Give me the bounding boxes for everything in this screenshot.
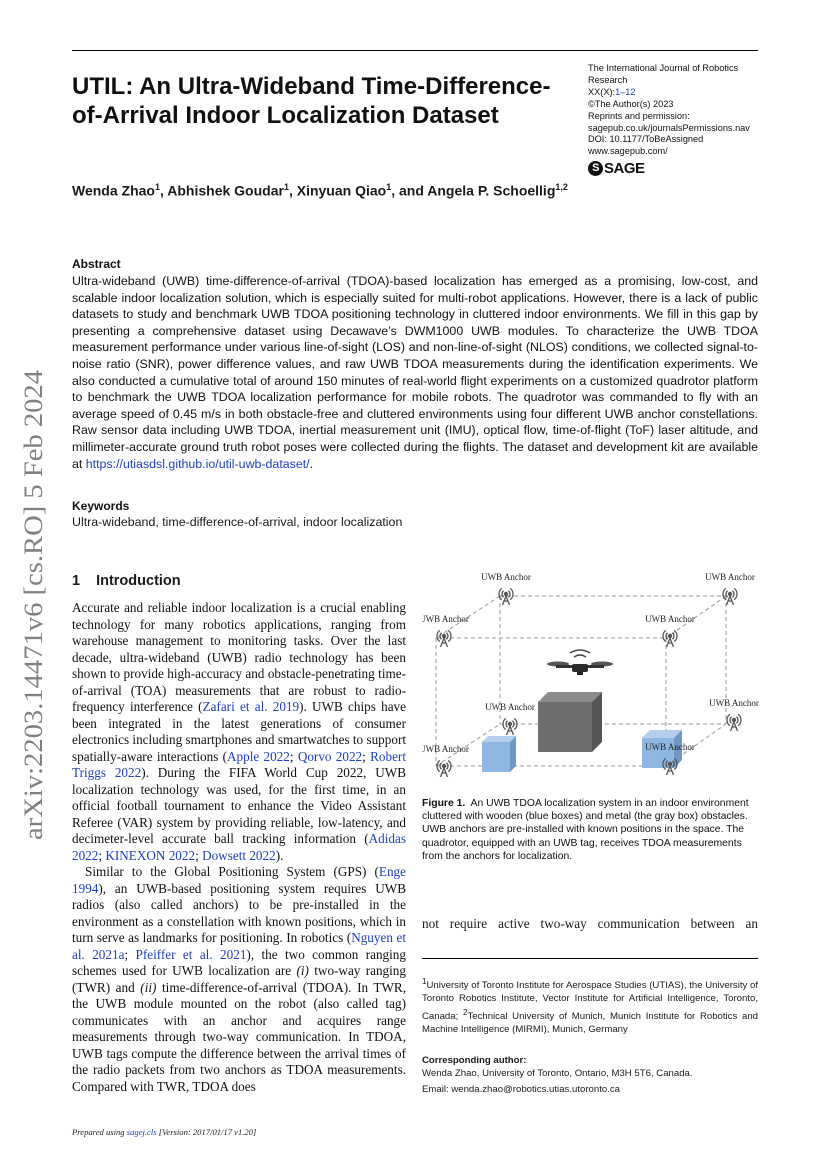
figure-uwb-system [422, 570, 762, 795]
keywords-heading: Keywords [72, 499, 130, 513]
intro-paragraph: Similar to the Global Positioning System (GPS) (Enge 1994), an UWB-based positioning system requires UWB radios (also called anchors) to be pre-installed in the environment as a constellation with known positions, which in turn serve as landmarks for positioning. In robotics (Nguyen et al. 2021a; Pfeiffer et al. 2021), the two common ranging schemes used for UWB localization are (i) two-way ranging (TWR) and (ii) time-difference-of-arrival (TDOA). In TWR, the UWB module mounted on the robot (also called tag) communicates with an anchor and acquires range measurements through two-way communication. In TDOA, UWB tags compute the difference between the arrival times of the radio packets from two anchors as TDOA measurements. Compared with TWR, TDOA does [72, 864, 407, 1094]
author-list: Wenda Zhao$^1$, Abhishek Goudar$^1$, Xinyuan Qiao$^1$, and Angela P. Schoellig$^{1,2}$ [72, 182, 568, 199]
intro-right-column-text: not require active two-way communication between an [422, 916, 758, 931]
section-title: Introduction [96, 573, 181, 589]
sage-mark-icon: S [588, 161, 603, 176]
abstract-heading: Abstract [72, 257, 121, 271]
uwb-anchor-icon [705, 572, 755, 605]
intro-paragraph: Accurate and reliable indoor localization is a crucial enabling technology for many robotics applications, ranging from warehouse management to monitoring tasks. Over the last decade, ultra-wideband (UWB) radio technology has been shown to provide high-accuracy and obstacle-penetrating time-of-arrival (TOA) measurements that are robust to radio-frequency interference (Zafari et al. 2019). UWB chips have been integrated in the latest generations of consumer electronics including smartphones and smartwatches to support spatially-aware interactions (Apple 2022; Qorvo 2022; Robert Triggs 2022). During the FIFA World Cup 2022, UWB localization technology was used, for the first time, in an official football tournament to enhance the Video Assistant Referee (VAR) system by providing reliable, low-latency, and decimeter-level accurate ball tracking information (Adidas 2022; KINEXON 2022; Dowsett 2022). [72, 600, 407, 863]
corresponding-author-heading: Corresponding author: [422, 1055, 527, 1066]
arxiv-identifier: arXiv:2203.14471v6 [cs.RO] 5 Feb 2024 [19, 412, 48, 840]
uwb-anchor-icon [645, 614, 695, 647]
author-affiliation-mark: 1 [283, 182, 289, 192]
corresponding-author-address: Wenda Zhao, University of Toronto, Ontario, M3H 5T6, Canada. [422, 1068, 693, 1079]
author-affiliation-mark: 1,2 [555, 182, 568, 192]
citation-link[interactable]: Dowsett 2022 [202, 847, 276, 863]
affiliations-footnote: $^1$University of Toronto Institute for Aerospace Studies (UTIAS), the University of Toronto Robotics Institute, Vector Institute for Artificial Intelligence, Toronto, Canada; $^2$Technical University of Munich, Munich Institute for Robotics and Machine Intelligence (MIRMI), Munich, Germany [422, 977, 759, 1036]
uwb-anchor-icon [422, 744, 469, 777]
arxiv-stamp [12, 370, 52, 840]
anchor-label: UWB Anchor [481, 572, 531, 582]
permissions-url: sagepub.co.uk/journalsPermissions.nav [588, 122, 750, 133]
citation-link[interactable]: Adidas 2022 [72, 831, 406, 863]
sage-site: www.sagepub.com/ [588, 146, 668, 157]
author-name: Xinyuan Qiao [296, 182, 387, 199]
abstract-body: Ultra-wideband (UWB) time-difference-of-arrival (TDOA)-based localization has emerged as a promising, low-cost, and scalable indoor localization solution, which is especially suited for multi-robot applications. However, there is a lack of public datasets to study and benchmark UWB TDOA positioning technology in cluttered indoor environments. We fill in this gap by presenting a comprehensive dataset using Decawave’s DWM1000 UWB modules. To characterize the UWB TDOA measurement performance under various line-of-sight (LOS) and non-line-of-sight (NLOS) conditions, we collected signal-to-noise ratio (SNR), power difference values, and raw UWB TDOA measurements during the identification experiments. We also conducted a cumulative total of around 150 minutes of real-world flight experiments on a customized quadrotor platform to benchmark the UWB TDOA localization performance for mobile robots. The quadrotor was commanded to fly with an average speed of 0.45 m/s in both obstacle-free and cluttered environments using four different UWB anchor constellations. Raw sensor data including UWB TDOA, inertial measurement unit (IMU), optical flow, time-of-flight (ToF) laser altitude, and millimeter-accurate ground truth robot poses were collected during the flights. The dataset and development kit are available at https://utiasdsl.github.io/util-uwb-dataset/. [72, 274, 758, 471]
figure-caption: Figure 1. An UWB TDOA localization system in an indoor environment cluttered with wooden (blue boxes) and metal (the gray box) obstacles. UWB anchors are pre-installed with known positions in the space. The quadrotor, equipped with an UWB tag, receives TDOA measurements from the anchors for localization. [422, 798, 749, 862]
author-name: Abhishek Goudar [167, 182, 284, 199]
metal-box-obstacle [538, 692, 602, 752]
journal-name-cont: Research [588, 74, 628, 85]
reprints-note: Reprints and permission: [588, 110, 690, 121]
anchor-label: UWB Anchor [645, 742, 695, 752]
doi: DOI: 10.1177/ToBeAssigned [588, 134, 704, 145]
citation-link[interactable]: Qorvo 2022 [297, 748, 363, 764]
anchor-label: UWB Anchor [645, 614, 695, 624]
citation-link[interactable]: Nguyen et al. 2021a [72, 930, 406, 962]
anchor-label: UWB Anchor [705, 572, 755, 582]
uwb-anchor-icon [481, 572, 531, 605]
anchor-label: UWB Anchor [485, 702, 535, 712]
author-affiliation-mark: 1 [386, 182, 392, 192]
section-number: 1 [72, 573, 81, 589]
sage-logo: S SAGE [588, 160, 645, 177]
volume-info: XX(X):1–12 [588, 86, 636, 97]
cls-link[interactable]: sagej.cls [126, 1127, 157, 1137]
paper-title: UTIL: An Ultra-Wideband Time-Difference-of-Arrival Indoor Localization Dataset [72, 73, 551, 129]
uwb-anchor-icon [485, 702, 535, 735]
header-rule [72, 50, 758, 51]
citation-link[interactable]: Pfeiffer et al. 2021 [135, 946, 247, 962]
uwb-anchor-icon [709, 698, 759, 731]
pages-link[interactable]: 1–12 [615, 86, 636, 97]
author-name: Angela P. Schoellig [427, 182, 556, 199]
citation-link[interactable]: Apple 2022 [227, 748, 290, 764]
anchor-label: UWB Anchor [422, 744, 469, 754]
footnote-rule [422, 958, 758, 959]
anchor-label: UWB Anchor [709, 698, 759, 708]
copyright: ©The Author(s) 2023 [588, 98, 674, 109]
corresponding-author-email: Email: wenda.zhao@robotics.utias.utoronto.ca [422, 1084, 620, 1095]
citation-link[interactable]: Zafari et al. 2019 [202, 699, 300, 714]
citation-link[interactable]: Robert Triggs 2022 [72, 748, 406, 780]
citation-link[interactable]: Enge 1994 [72, 864, 406, 896]
author-name: Wenda Zhao [72, 182, 155, 199]
journal-info [588, 63, 760, 158]
quadrotor-icon [547, 650, 613, 675]
citation-link[interactable]: KINEXON 2022 [105, 847, 196, 863]
journal-name: The International Journal of Robotics [588, 63, 739, 73]
prepared-using-note: Prepared using sagej.cls [Version: 2017/01/17 v1.20] [72, 1127, 257, 1137]
dataset-link[interactable]: https://utiasdsl.github.io/util-uwb-dataset/ [85, 456, 310, 471]
intro-left-column [72, 600, 406, 1095]
author-affiliation-mark: 1 [154, 182, 160, 192]
section-heading [72, 573, 181, 589]
keywords-list: Ultra-wideband, time-difference-of-arrival, indoor localization [72, 515, 403, 529]
wood-box-obstacle [482, 736, 516, 772]
uwb-anchor-icon [422, 614, 469, 647]
anchor-label: UWB Anchor [422, 614, 469, 624]
